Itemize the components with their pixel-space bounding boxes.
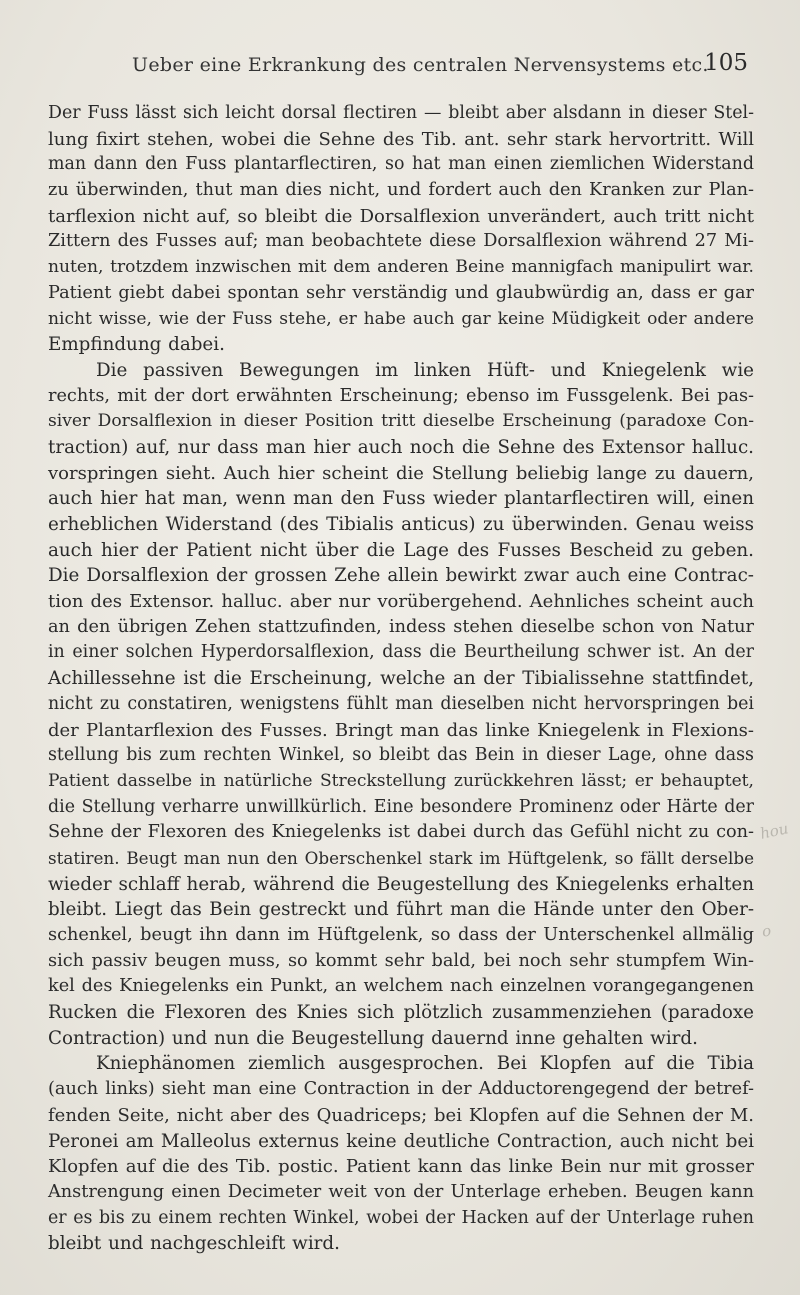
text-line: wieder schlaff herab, während die Beugestellung des Kniegelenks erhalten [48, 873, 754, 895]
body-text [48, 101, 754, 1257]
text-line: Empfindung dabei. [48, 334, 225, 356]
text-line: Kniephänomen ziemlich ausgesprochen. Bei Klopfen auf die Tibia [96, 1053, 754, 1075]
text-line: kel des Kniegelenks ein Punkt, an welchem nach einzelnen vorangegangenen [48, 976, 754, 997]
text-line: die Stellung verharre unwillkürlich. Eine besondere Prominenz oder Härte der [48, 796, 754, 817]
page-header [46, 50, 758, 84]
text-line: Der Fuss lässt sich leicht dorsal flectiren — bleibt aber alsdann in dieser Stel- [48, 103, 754, 123]
text-line: zu überwinden, thut man dies nicht, und fordert auch den Kranken zur Plan- [48, 180, 754, 201]
text-line: statiren. Beugt man nun den Oberschenkel stark im Hüftgelenk, so fällt derselbe [48, 847, 754, 868]
text-line: nicht zu constatiren, wenigstens fühlt man dieselben nicht hervorspringen bei [48, 693, 754, 714]
running-head: Ueber eine Erkrankung des centralen Nervensystems etc. [132, 54, 709, 76]
margin-annotation: hou [758, 819, 790, 843]
text-line: schenkel, beugt ihn dann im Hüftgelenk, so dass der Unterschenkel allmälig [48, 925, 754, 945]
text-line: Sehne der Flexoren des Kniegelenks ist dabei durch das Gefühl nicht zu con- [48, 822, 754, 843]
text-line: siver Dorsalflexion in dieser Position tritt dieselbe Erscheinung (paradoxe Con- [48, 411, 754, 432]
page-number: 105 [704, 50, 748, 76]
text-line: Peronei am Malleolus externus keine deutliche Contraction, auch nicht bei [48, 1130, 754, 1152]
text-line: Die Dorsalflexion der grossen Zehe allein bewirkt zwar auch eine Contrac- [48, 565, 754, 587]
text-line: Zittern des Fusses auf; man beobachtete diese Dorsalflexion während 27 Mi- [48, 231, 754, 252]
text-line: Die passiven Bewegungen im linken Hüft- und Kniegelenk wie [96, 359, 754, 381]
text-line: (auch links) sieht man eine Contraction in der Adductorengegend der betref- [48, 1079, 754, 1100]
text-line: erheblichen Widerstand (des Tibialis anticus) zu überwinden. Genau weiss [48, 514, 754, 535]
text-line: man dann den Fuss plantarflectiren, so hat man einen ziemlichen Widerstand [48, 154, 754, 175]
text-line: auch hier hat man, wenn man den Fuss wieder plantarflectiren will, einen [48, 488, 754, 510]
text-line: Klopfen auf die des Tib. postic. Patient kann das linke Bein nur mit grosser [48, 1156, 754, 1178]
text-line: Patient dasselbe in natürliche Streckstellung zurückkehren lässt; er behauptet, [48, 770, 754, 791]
text-line: tarflexion nicht auf, so bleibt die Dorsalflexion unverändert, auch tritt nicht [48, 205, 754, 227]
text-line: fenden Seite, nicht aber des Quadriceps; bei Klopfen auf die Sehnen der M. [48, 1104, 754, 1126]
text-line: bleibt und nachgeschleift wird. [48, 1233, 340, 1255]
text-line: lung fixirt stehen, wobei die Sehne des Tib. ant. sehr stark hervortritt. Will [48, 128, 754, 150]
text-line: rechts, mit der dort erwähnten Erscheinung; ebenso im Fussgelenk. Bei pas- [48, 385, 754, 406]
text-line: sich passiv beugen muss, so kommt sehr bald, bei noch sehr stumpfem Win- [48, 950, 754, 971]
text-line: traction) auf, nur dass man hier auch noch die Sehne des Extensor halluc. [48, 436, 754, 458]
text-line: bleibt. Liegt das Bein gestreckt und führt man die Hände unter den Ober- [48, 899, 754, 921]
text-line: Achillessehne ist die Erscheinung, welche an der Tibialissehne stattfindet, [48, 668, 754, 690]
text-line: stellung bis zum rechten Winkel, so bleibt das Bein in dieser Lage, ohne dass [48, 745, 754, 766]
text-line: auch hier der Patient nicht über die Lage des Fusses Bescheid zu geben. [48, 539, 754, 561]
text-line: in einer solchen Hyperdorsalflexion, dass die Beurtheilung schwer ist. An der [48, 642, 754, 663]
margin-annotation: o [760, 921, 773, 941]
text-line: nicht wisse, wie der Fuss stehe, er habe auch gar keine Müdigkeit oder andere [48, 308, 754, 329]
text-line: der Plantarflexion des Fusses. Bringt man das linke Kniegelenk in Flexions- [48, 719, 754, 741]
text-line: Contraction) und nun die Beugestellung dauernd inne gehalten wird. [48, 1027, 698, 1049]
text-line: an den übrigen Zehen stattzufinden, indess stehen dieselbe schon von Natur [48, 616, 754, 637]
text-line: Patient giebt dabei spontan sehr verständig und glaubwürdig an, dass er gar [48, 282, 754, 303]
text-line: tion des Extensor. halluc. aber nur vorübergehend. Aehnliches scheint auch [48, 591, 754, 613]
text-line: vorspringen sieht. Auch hier scheint die Stellung beliebig lange zu dauern, [48, 462, 754, 484]
text-line: Anstrengung einen Decimeter weit von der Unterlage erheben. Beugen kann [48, 1181, 754, 1202]
text-line: nuten, trotzdem inzwischen mit dem anderen Beine mannigfach manipulirt war. [48, 257, 754, 278]
text-line: Rucken die Flexoren des Knies sich plötzlich zusammenziehen (paradoxe [48, 1002, 754, 1024]
text-line: er es bis zu einem rechten Winkel, wobei der Hacken auf der Unterlage ruhen [48, 1207, 754, 1228]
